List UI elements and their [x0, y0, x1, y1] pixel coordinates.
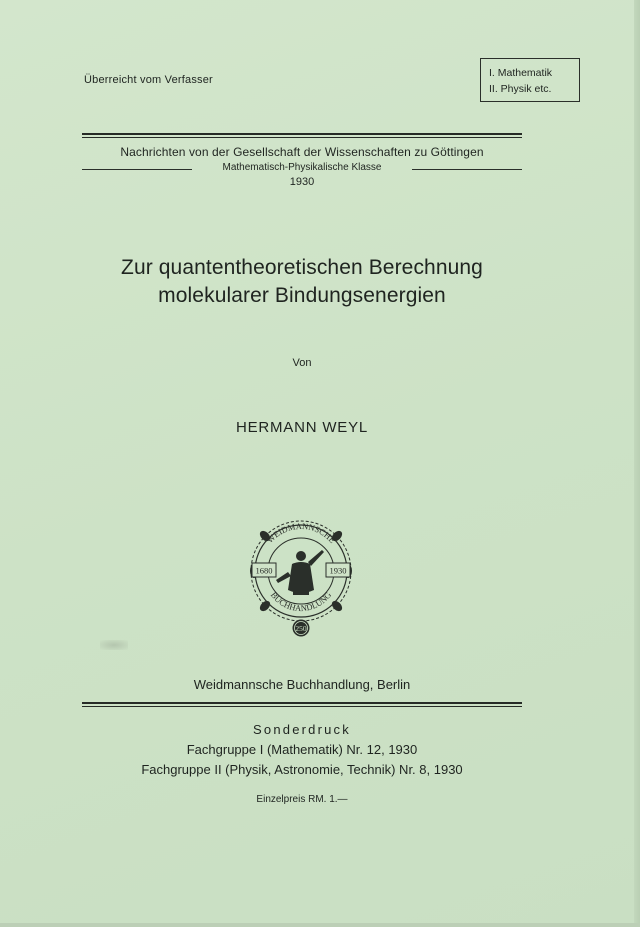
emblem-arc-bottom: BUCHHANDLUNG [268, 589, 334, 614]
emblem-year-left: 1680 [255, 565, 273, 576]
paper-edge-right [634, 0, 640, 927]
article-title-line-1: Zur quantentheoretischen Berechnung [121, 256, 483, 279]
emblem-figure [276, 550, 324, 595]
bottom-double-rule [82, 702, 522, 707]
group-2-reference: Fachgruppe II (Physik, Astronomie, Technik) Nr. 8, 1930 [141, 762, 463, 777]
group-1-reference: Fachgruppe I (Mathematik) Nr. 12, 1930 [186, 742, 418, 757]
series-item-physics: II. Physik etc. [489, 83, 552, 95]
by-label: Von [292, 357, 312, 369]
offprint-label: Sonderdruck [253, 722, 351, 737]
article-title-line-2: molekularer Bindungsenergien [158, 284, 446, 307]
journal-title: Nachrichten von der Gesellschaft der Wissenschaften zu Göttingen [120, 145, 484, 159]
top-double-rule [82, 133, 522, 138]
author-name: HERMANN WEYL [235, 419, 369, 436]
paper-smudge [100, 640, 128, 650]
series-box [480, 58, 580, 102]
article-title [0, 254, 604, 310]
emblem-anniversary: 250 [295, 624, 307, 633]
single-price: Einzelpreis RM. 1.— [256, 794, 348, 805]
emblem-year-right: 1930 [329, 565, 347, 576]
emblem-arc-top: WEIDMANNSCHE [264, 520, 338, 545]
masthead-year: 1930 [289, 176, 315, 188]
presented-by-note: Überreicht vom Verfasser [84, 74, 213, 86]
series-item-mathematics: I. Mathematik [489, 67, 553, 79]
paper-edge-bottom [0, 923, 640, 927]
klasse-row [82, 162, 522, 176]
publisher-emblem-icon [248, 514, 354, 638]
publisher-name: Weidmannsche Buchhandlung, Berlin [193, 677, 411, 692]
klasse-label: Mathematisch-Physikalische Klasse [222, 162, 382, 173]
